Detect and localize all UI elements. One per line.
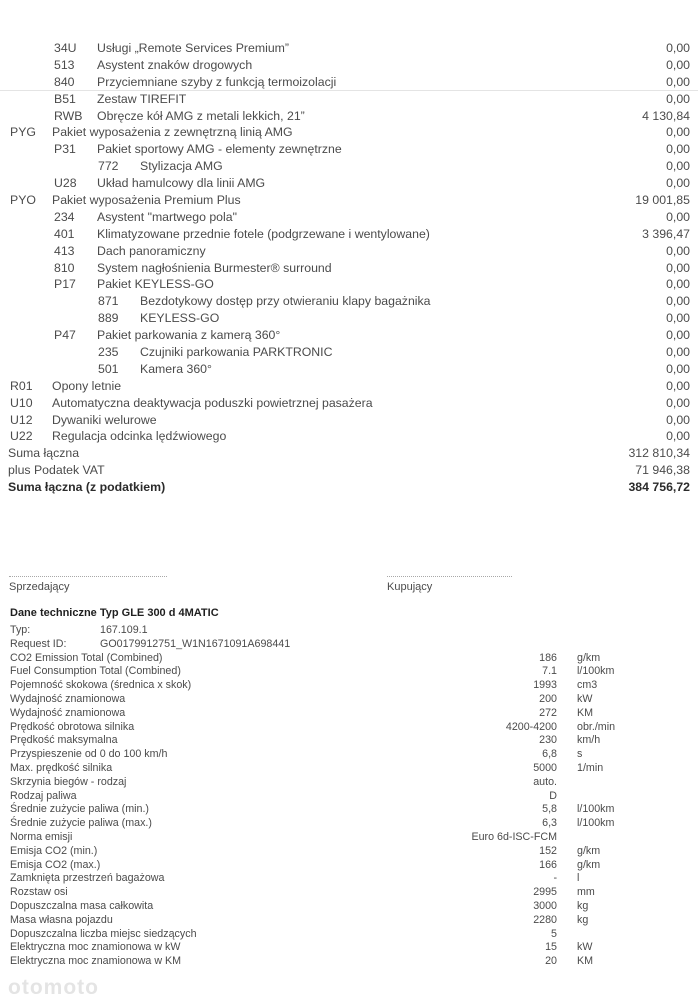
tech-value: 166 xyxy=(539,858,557,871)
option-price: 0,00 xyxy=(666,125,690,140)
option-price: 3 396,47 xyxy=(642,226,690,241)
technical-data-table xyxy=(0,624,698,969)
tech-row xyxy=(0,721,698,735)
option-row xyxy=(0,108,698,125)
total-row xyxy=(0,462,698,479)
option-price: 0,00 xyxy=(666,311,690,326)
option-price: 0,00 xyxy=(666,57,690,72)
option-label: Dywaniki welurowe xyxy=(52,412,157,427)
tech-value: 167.109.1 xyxy=(100,624,148,636)
tech-unit: obr./min xyxy=(577,720,616,733)
tech-label: Prędkość obrotowa silnika xyxy=(10,720,135,733)
tech-label: Request ID: xyxy=(10,637,67,650)
tech-row xyxy=(0,679,698,693)
option-price: 0,00 xyxy=(666,74,690,89)
total-label: Suma łączna (z podatkiem) xyxy=(8,480,166,495)
option-label: Przyciemniane szyby z funkcją termoizolacji xyxy=(97,74,337,89)
option-row xyxy=(0,378,698,395)
option-row xyxy=(0,192,698,209)
option-code: P31 xyxy=(54,142,76,157)
option-row xyxy=(0,141,698,158)
tech-unit: g/km xyxy=(577,858,601,871)
option-price: 0,00 xyxy=(666,294,690,309)
total-row xyxy=(0,445,698,462)
tech-unit: l/100km xyxy=(577,803,615,816)
option-label: Pakiet sportowy AMG - elementy zewnętrzne xyxy=(97,142,342,157)
option-label: KEYLESS-GO xyxy=(140,311,220,326)
tech-row xyxy=(0,955,698,969)
tech-value: 186 xyxy=(539,651,557,664)
option-label: Pakiet parkowania z kamerą 360° xyxy=(97,328,281,343)
tech-row xyxy=(0,831,698,845)
option-row xyxy=(0,344,698,361)
option-price: 19 001,85 xyxy=(635,193,690,208)
tech-row xyxy=(0,652,698,666)
tech-label: Pojemność skokowa (średnica x skok) xyxy=(10,679,192,692)
option-row xyxy=(0,293,698,310)
tech-row xyxy=(0,707,698,721)
total-label: Suma łączna xyxy=(8,446,80,461)
options-table xyxy=(0,40,698,496)
tech-row xyxy=(0,790,698,804)
buyer-signature-block xyxy=(387,576,512,593)
tech-value: 5000 xyxy=(533,761,557,774)
tech-row xyxy=(0,941,698,955)
tech-label: Dopuszczalna masa całkowita xyxy=(10,899,154,912)
tech-value: 200 xyxy=(539,692,557,705)
tech-label: Typ: xyxy=(10,624,31,636)
option-code: R01 xyxy=(10,378,33,393)
tech-row xyxy=(0,859,698,873)
tech-unit: g/km xyxy=(577,651,601,664)
technical-data-title: Dane techniczne Typ GLE 300 d 4MATIC xyxy=(10,607,219,619)
option-row xyxy=(0,57,698,74)
option-label: Stylizacja AMG xyxy=(140,159,223,174)
tech-value: 5,8 xyxy=(542,803,557,816)
signature-section xyxy=(0,576,698,600)
option-code: 235 xyxy=(98,345,119,360)
seller-label: Sprzedający xyxy=(9,581,70,593)
tech-label: Elektryczna moc znamionowa w KM xyxy=(10,955,182,968)
tech-row xyxy=(0,817,698,831)
buyer-signature-dotted-line xyxy=(387,576,512,577)
tech-label: Przyspieszenie od 0 do 100 km/h xyxy=(10,748,168,761)
option-price: 0,00 xyxy=(666,429,690,444)
tech-label: Rodzaj paliwa xyxy=(10,789,77,802)
option-label: Pakiet KEYLESS-GO xyxy=(97,277,214,292)
option-price: 0,00 xyxy=(666,159,690,174)
tech-unit: kg xyxy=(577,899,589,912)
tech-value: 2280 xyxy=(533,913,557,926)
tech-label: CO2 Emission Total (Combined) xyxy=(10,651,163,664)
option-price: 0,00 xyxy=(666,41,690,55)
tech-unit: l/100km xyxy=(577,817,615,830)
tech-label: Wydajność znamionowa xyxy=(10,692,126,705)
option-code: 871 xyxy=(98,294,119,309)
tech-label: Elektryczna moc znamionowa w kW xyxy=(10,941,181,954)
tech-value: 15 xyxy=(545,941,557,954)
tech-unit: 1/min xyxy=(577,761,604,774)
option-price: 0,00 xyxy=(666,142,690,157)
option-row xyxy=(0,175,698,192)
option-row xyxy=(0,243,698,260)
option-label: Opony letnie xyxy=(52,378,122,393)
option-price: 0,00 xyxy=(666,412,690,427)
tech-label: Zamknięta przestrzeń bagażowa xyxy=(10,872,165,885)
option-code: U28 xyxy=(54,176,77,191)
tech-unit: l/100km xyxy=(577,665,615,678)
option-row xyxy=(0,209,698,226)
tech-value: Euro 6d-ISC-FCM xyxy=(471,830,557,843)
option-label: Obręcze kół AMG z metali lekkich, 21” xyxy=(97,108,305,123)
tech-value: 5 xyxy=(551,927,557,940)
tech-label: Skrzynia biegów - rodzaj xyxy=(10,775,127,788)
tech-label: Dopuszczalna liczba miejsc siedzących xyxy=(10,927,197,940)
tech-row xyxy=(0,748,698,762)
tech-row xyxy=(0,762,698,776)
tech-unit: g/km xyxy=(577,844,601,857)
tech-value: - xyxy=(553,872,557,885)
option-price: 0,00 xyxy=(666,243,690,258)
tech-label: Norma emisji xyxy=(10,830,73,843)
tech-unit: mm xyxy=(577,886,595,899)
option-code: 513 xyxy=(54,57,75,72)
tech-row xyxy=(0,776,698,790)
option-price: 0,00 xyxy=(666,176,690,191)
tech-unit: KM xyxy=(577,955,594,968)
tech-label: Prędkość maksymalna xyxy=(10,734,118,747)
option-label: Pakiet wyposażenia Premium Plus xyxy=(52,193,241,208)
tech-unit: KM xyxy=(577,706,594,719)
option-price: 0,00 xyxy=(666,361,690,376)
option-label: Asystent znaków drogowych xyxy=(97,57,253,72)
tech-value: 4200-4200 xyxy=(505,720,557,733)
option-code: P17 xyxy=(54,277,76,292)
option-row xyxy=(0,412,698,429)
option-row xyxy=(0,124,698,141)
option-row xyxy=(0,40,698,57)
tech-value: 20 xyxy=(545,955,557,968)
option-code: 772 xyxy=(98,159,119,174)
option-label: Klimatyzowane przednie fotele (podgrzewane i wentylowane) xyxy=(97,226,430,241)
option-row xyxy=(0,158,698,175)
option-row xyxy=(0,226,698,243)
option-label: Asystent "martwego pola" xyxy=(97,209,237,224)
option-label: Usługi „Remote Services Premium” xyxy=(97,41,290,55)
total-row xyxy=(0,479,698,496)
tech-value: 272 xyxy=(539,706,557,719)
option-row xyxy=(0,428,698,445)
tech-value: 3000 xyxy=(533,899,557,912)
tech-row xyxy=(0,638,698,652)
option-label: System nagłośnienia Burmester® surround xyxy=(97,260,332,275)
option-code: PYO xyxy=(10,193,36,208)
option-label: Układ hamulcowy dla linii AMG xyxy=(97,176,266,191)
seller-signature-dotted-line xyxy=(9,576,167,577)
buyer-label: Kupujący xyxy=(387,581,433,593)
tech-label: Rozstaw osi xyxy=(10,886,68,899)
option-code: U22 xyxy=(10,429,33,444)
option-row xyxy=(0,74,698,91)
tech-unit: kW xyxy=(577,941,593,954)
tech-label: Średnie zużycie paliwa (max.) xyxy=(10,817,152,830)
option-code: 234 xyxy=(54,209,75,224)
tech-unit: cm3 xyxy=(577,679,598,692)
tech-row xyxy=(0,803,698,817)
total-value: 71 946,38 xyxy=(635,463,690,478)
option-price: 0,00 xyxy=(666,277,690,292)
tech-unit: s xyxy=(577,748,583,761)
watermark-logo: otomoto xyxy=(8,976,99,999)
option-label: Zestaw TIREFIT xyxy=(97,91,187,106)
option-label: Dach panoramiczny xyxy=(97,243,206,258)
option-code: 889 xyxy=(98,311,119,326)
option-label: Kamera 360° xyxy=(140,361,212,376)
total-label: plus Podatek VAT xyxy=(8,463,105,478)
tech-unit: kW xyxy=(577,692,593,705)
tech-value: 6,3 xyxy=(542,817,557,830)
tech-value: 6,8 xyxy=(542,748,557,761)
technical-data-section xyxy=(0,607,698,969)
option-code: 401 xyxy=(54,226,75,241)
tech-row xyxy=(0,872,698,886)
tech-value: 2995 xyxy=(533,886,557,899)
option-price: 0,00 xyxy=(666,395,690,410)
tech-row xyxy=(0,665,698,679)
option-label: Bezdotykowy dostęp przy otwieraniu klapy bagażnika xyxy=(140,294,431,309)
tech-row xyxy=(0,693,698,707)
option-code: 840 xyxy=(54,74,75,89)
tech-row xyxy=(0,845,698,859)
tech-row xyxy=(0,734,698,748)
option-price: 0,00 xyxy=(666,209,690,224)
tech-value: D xyxy=(549,789,557,802)
option-row xyxy=(0,260,698,277)
option-code: P47 xyxy=(54,328,76,343)
tech-label: Masa własna pojazdu xyxy=(10,913,113,926)
tech-row xyxy=(0,886,698,900)
option-row xyxy=(0,327,698,344)
tech-value: 152 xyxy=(539,844,557,857)
tech-label: Fuel Consumption Total (Combined) xyxy=(10,665,181,678)
option-price: 0,00 xyxy=(666,345,690,360)
tech-unit: kg xyxy=(577,913,589,926)
option-row xyxy=(0,361,698,378)
tech-value: GO0179912751_W1N1671091A698441 xyxy=(100,637,291,650)
tech-label: Wydajność znamionowa xyxy=(10,706,126,719)
total-value: 312 810,34 xyxy=(628,446,690,461)
tech-row xyxy=(0,928,698,942)
option-code: RWB xyxy=(54,108,83,123)
option-row xyxy=(0,395,698,412)
tech-value: 7.1 xyxy=(542,665,557,678)
tech-value: 230 xyxy=(539,734,557,747)
total-value: 384 756,72 xyxy=(628,480,690,495)
tech-label: Średnie zużycie paliwa (min.) xyxy=(10,803,149,816)
tech-row xyxy=(0,900,698,914)
option-code: U10 xyxy=(10,395,33,410)
tech-value: 1993 xyxy=(533,679,557,692)
option-price: 0,00 xyxy=(666,91,690,106)
option-label: Pakiet wyposażenia z zewnętrzną linią AMG xyxy=(52,125,293,140)
option-code: 810 xyxy=(54,260,75,275)
seller-signature-block xyxy=(9,576,167,593)
option-row xyxy=(0,91,698,108)
tech-label: Max. prędkość silnika xyxy=(10,761,113,774)
tech-label: Emisja CO2 (min.) xyxy=(10,844,98,857)
option-price: 4 130,84 xyxy=(642,108,690,123)
option-price: 0,00 xyxy=(666,260,690,275)
option-row xyxy=(0,276,698,293)
tech-value: auto. xyxy=(533,775,557,788)
tech-row xyxy=(0,624,698,638)
option-code: U12 xyxy=(10,412,33,427)
option-code: 34U xyxy=(54,41,77,55)
option-code: 501 xyxy=(98,361,119,376)
tech-unit: km/h xyxy=(577,734,601,747)
option-label: Regulacja odcinka lędźwiowego xyxy=(52,429,227,444)
option-code: 413 xyxy=(54,243,75,258)
option-row xyxy=(0,310,698,327)
option-code: PYG xyxy=(10,125,36,140)
tech-label: Emisja CO2 (max.) xyxy=(10,858,101,871)
option-label: Czujniki parkowania PARKTRONIC xyxy=(140,345,333,360)
option-price: 0,00 xyxy=(666,378,690,393)
option-code: B51 xyxy=(54,91,76,106)
tech-unit: l xyxy=(577,872,580,885)
option-label: Automatyczna deaktywacja poduszki powietrznej pasażera xyxy=(52,395,373,410)
option-price: 0,00 xyxy=(666,328,690,343)
tech-row xyxy=(0,914,698,928)
